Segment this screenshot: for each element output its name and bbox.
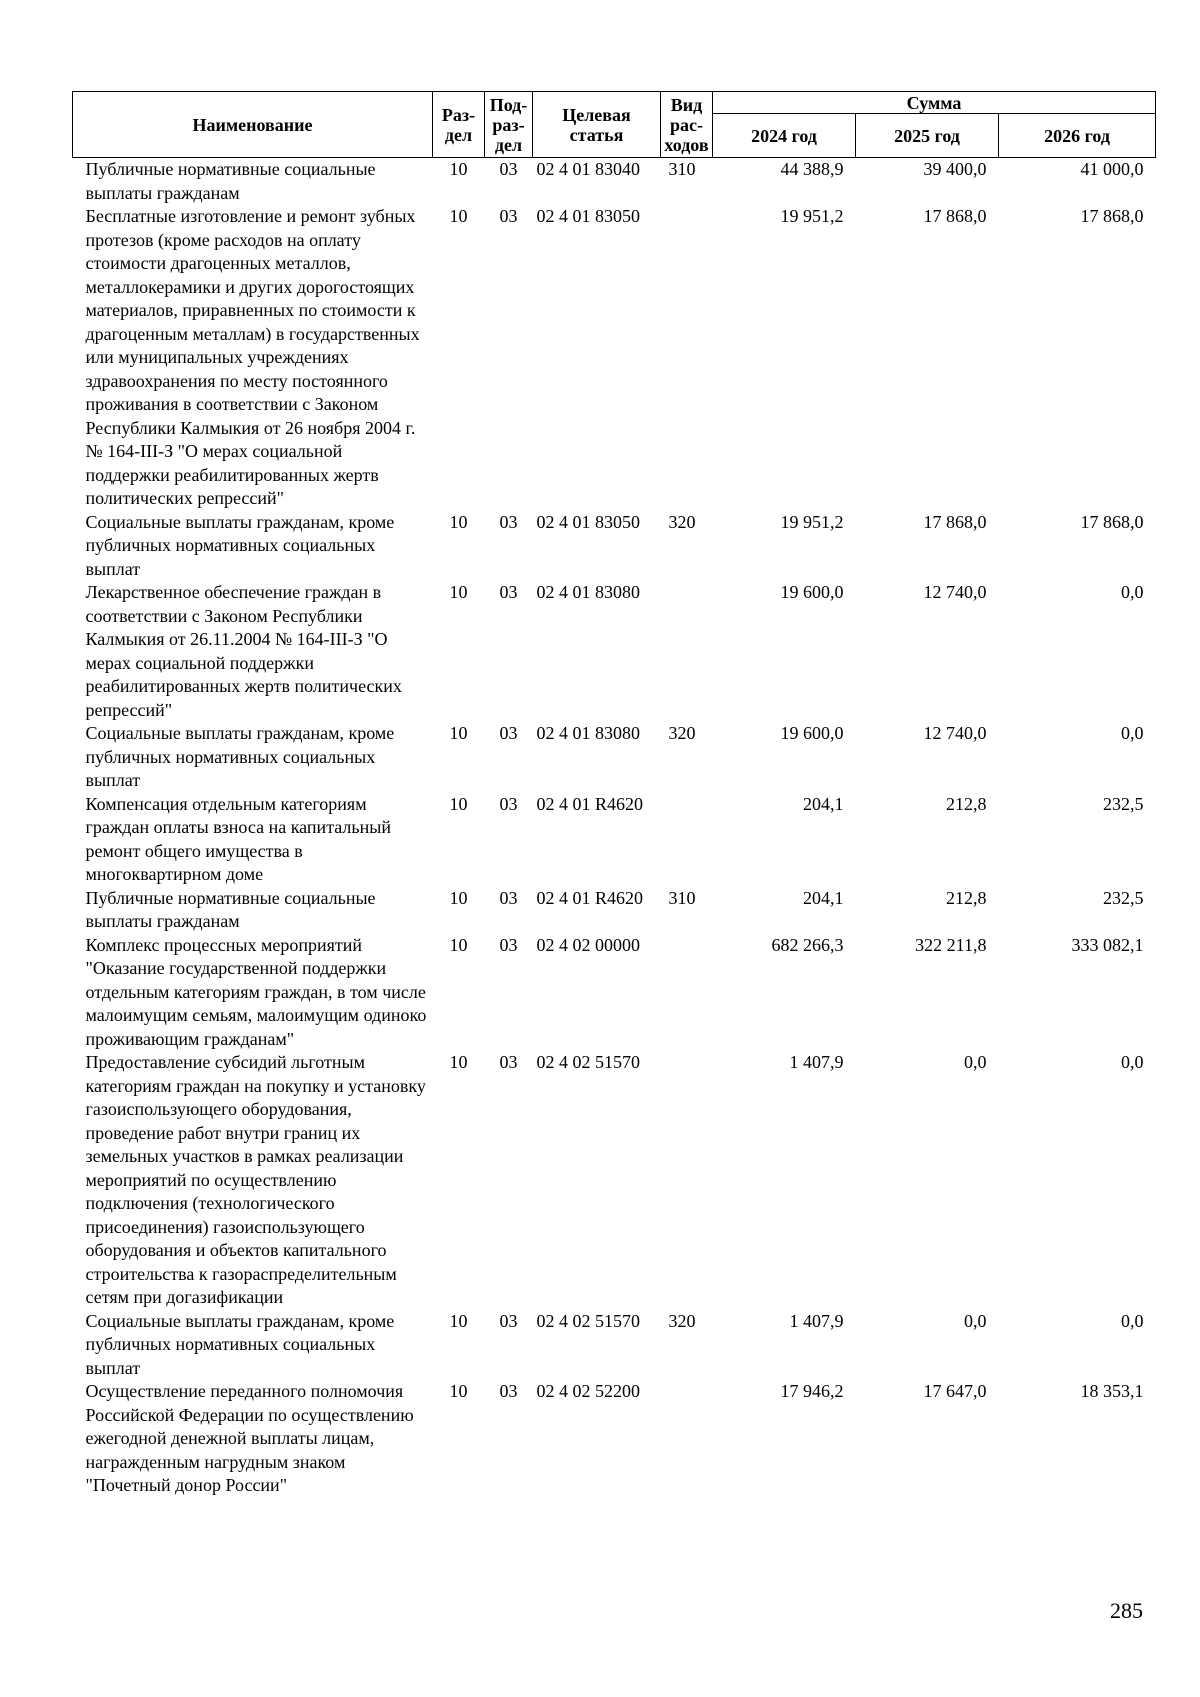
table-row: [73, 793, 1156, 887]
cell-2025: 0,0: [964, 1310, 987, 1331]
table-row: [73, 158, 1156, 206]
cell-celevaya: 02 4 02 51570: [536, 1052, 640, 1072]
cell-celevaya: 02 4 01 83080: [536, 723, 640, 743]
cell-razdel: 10: [449, 1381, 468, 1401]
cell-vid: [661, 1380, 713, 1498]
cell-vid: [661, 205, 713, 511]
cell-celevaya: 02 4 02 51570: [536, 1310, 640, 1331]
cell-2026: 41 000,0: [1080, 159, 1144, 179]
cell-podrazdel: 03: [499, 159, 518, 179]
cell-2024: 204,1: [803, 793, 844, 814]
cell-name: Предоставление субсидий льготным категориям граждан на покупку и установку газоиспользующего оборудования, проведение работ внутри границ их земельных участков в рамках реализации мероприятий по осуществлению подключения (технологического присоединения) газоиспользующего оборудования и объектов капитального строительства к газораспределительным сетям при догазификации: [85, 1052, 426, 1307]
cell-vid: 320: [668, 511, 696, 532]
cell-vid: [661, 1051, 713, 1310]
table-row: [73, 887, 1156, 934]
cell-2026: 333 082,1: [1071, 934, 1144, 955]
cell-podrazdel: 03: [499, 723, 518, 743]
cell-name: Публичные нормативные социальные выплаты гражданам: [85, 159, 376, 203]
cell-2025: 212,8: [946, 887, 987, 908]
cell-2026: 232,5: [1103, 887, 1144, 908]
cell-podrazdel: 03: [499, 887, 518, 908]
cell-razdel: 10: [449, 1052, 468, 1072]
cell-vid: [661, 793, 713, 887]
cell-razdel: 10: [449, 1310, 468, 1331]
cell-name: Социальные выплаты гражданам, кроме публичных нормативных социальных выплат: [85, 511, 395, 579]
cell-2025: 322 211,8: [915, 934, 987, 955]
cell-2024: 19 951,2: [780, 511, 844, 532]
cell-vid: 310: [668, 887, 696, 908]
table-row: [73, 1380, 1156, 1498]
cell-2025: 17 868,0: [923, 206, 987, 226]
cell-2026: 18 353,1: [1080, 1381, 1144, 1401]
cell-name: Осуществление переданного полномочия Российской Федерации по осуществлению ежегодной денежной выплаты лицам, награжденным нагрудным знаком "Почетный донор России": [85, 1381, 414, 1495]
cell-2026: 0,0: [1121, 723, 1144, 743]
table-row: [73, 1310, 1156, 1381]
header-celevaya: Целевая статья: [533, 92, 661, 158]
cell-razdel: 10: [449, 934, 468, 955]
header-2025: 2025 год: [856, 114, 999, 158]
table-row: [73, 722, 1156, 793]
cell-celevaya: 02 4 01 R4620: [536, 793, 644, 814]
cell-2024: 19 600,0: [780, 582, 844, 602]
cell-podrazdel: 03: [499, 511, 518, 532]
cell-2025: 12 740,0: [923, 582, 987, 602]
cell-celevaya: 02 4 01 83050: [536, 511, 640, 532]
table-row: [73, 205, 1156, 511]
cell-podrazdel: 03: [499, 1381, 518, 1401]
cell-podrazdel: 03: [499, 793, 518, 814]
cell-celevaya: 02 4 01 83080: [536, 582, 640, 602]
cell-vid: [661, 934, 713, 1052]
cell-2025: 12 740,0: [923, 723, 987, 743]
cell-name: Компенсация отдельным категориям граждан оплаты взноса на капитальный ремонт общего имущества в многоквартирном доме: [85, 793, 391, 884]
table-row: [73, 511, 1156, 582]
cell-name: Бесплатные изготовление и ремонт зубных протезов (кроме расходов на оплату стоимости драгоценных металлов, металлокерамики и других дорогостоящих материалов, приравненных по стоимости к драгоценным металлам) в государственных или муниципальных учреждениях здравоохранения по месту постоянного проживания в соответствии с Законом Республики Калмыкия от 26 ноября 2004 г. № 164-III-З "О мерах социальной поддержки реабилитированных жертв политических репрессий": [85, 206, 420, 508]
cell-2024: 17 946,2: [780, 1381, 844, 1401]
cell-2024: 19 951,2: [780, 206, 844, 226]
cell-razdel: 10: [449, 723, 468, 743]
cell-celevaya: 02 4 02 00000: [536, 934, 640, 955]
table-row: [73, 581, 1156, 722]
cell-podrazdel: 03: [499, 1310, 518, 1331]
header-2026: 2026 год: [999, 114, 1156, 158]
cell-name: Лекарственное обеспечение граждан в соответствии с Законом Республики Калмыкия от 26.11.2004 № 164-III-З "О мерах социальной поддержки реабилитированных жертв политических репрессий": [85, 582, 402, 720]
cell-celevaya: 02 4 01 R4620: [536, 887, 644, 908]
cell-podrazdel: 03: [499, 1052, 518, 1072]
cell-2025: 0,0: [964, 1052, 987, 1072]
cell-razdel: 10: [449, 887, 468, 908]
cell-2024: 1 407,9: [789, 1310, 844, 1331]
cell-name: Комплекс процессных мероприятий "Оказание государственной поддержки отдельным категориям граждан, в том числе малоимущим семьям, малоимущим одиноко проживающим гражданам": [85, 934, 427, 1049]
table-header: [73, 92, 1156, 158]
cell-2026: 0,0: [1121, 1310, 1144, 1331]
cell-razdel: 10: [449, 511, 468, 532]
cell-vid: 320: [668, 1310, 696, 1331]
budget-table: [72, 91, 1156, 1498]
header-name: Наименование: [73, 92, 433, 158]
cell-name: Социальные выплаты гражданам, кроме публичных нормативных социальных выплат: [85, 1310, 395, 1378]
header-2024: 2024 год: [713, 114, 856, 158]
header-summa: Сумма: [713, 92, 1156, 114]
cell-vid: 320: [668, 723, 696, 743]
cell-razdel: 10: [449, 582, 468, 602]
cell-2025: 212,8: [946, 793, 987, 814]
table-row: [73, 934, 1156, 1052]
cell-2026: 17 868,0: [1080, 206, 1144, 226]
cell-2025: 39 400,0: [923, 159, 987, 179]
table-row: [73, 1051, 1156, 1310]
document-page: [72, 91, 1155, 1498]
cell-2024: 19 600,0: [780, 723, 844, 743]
cell-podrazdel: 03: [499, 934, 518, 955]
cell-2025: 17 868,0: [923, 511, 987, 532]
cell-razdel: 10: [449, 793, 468, 814]
cell-2024: 204,1: [803, 887, 844, 908]
cell-name: Публичные нормативные социальные выплаты гражданам: [85, 887, 376, 931]
cell-2024: 1 407,9: [789, 1052, 844, 1072]
cell-2026: 232,5: [1103, 793, 1144, 814]
cell-celevaya: 02 4 01 83040: [536, 159, 640, 179]
table-body: [73, 158, 1156, 1498]
cell-podrazdel: 03: [499, 582, 518, 602]
cell-celevaya: 02 4 01 83050: [536, 206, 640, 226]
cell-vid: 310: [668, 159, 696, 179]
cell-razdel: 10: [449, 206, 468, 226]
cell-celevaya: 02 4 02 52200: [536, 1381, 640, 1401]
cell-vid: [661, 581, 713, 722]
cell-2026: 0,0: [1121, 582, 1144, 602]
header-vid: Вид рас- ходов: [661, 92, 713, 158]
page-number: 285: [1110, 1598, 1143, 1623]
header-podrazdel: Под- раз- дел: [485, 92, 533, 158]
cell-2025: 17 647,0: [923, 1381, 987, 1401]
cell-name: Социальные выплаты гражданам, кроме публичных нормативных социальных выплат: [85, 723, 395, 790]
cell-podrazdel: 03: [499, 206, 518, 226]
cell-2026: 17 868,0: [1080, 511, 1144, 532]
cell-2024: 44 388,9: [780, 159, 844, 179]
cell-2026: 0,0: [1121, 1052, 1144, 1072]
header-razdel: Раз- дел: [433, 92, 485, 158]
cell-2024: 682 266,3: [771, 934, 844, 955]
cell-razdel: 10: [449, 159, 468, 179]
